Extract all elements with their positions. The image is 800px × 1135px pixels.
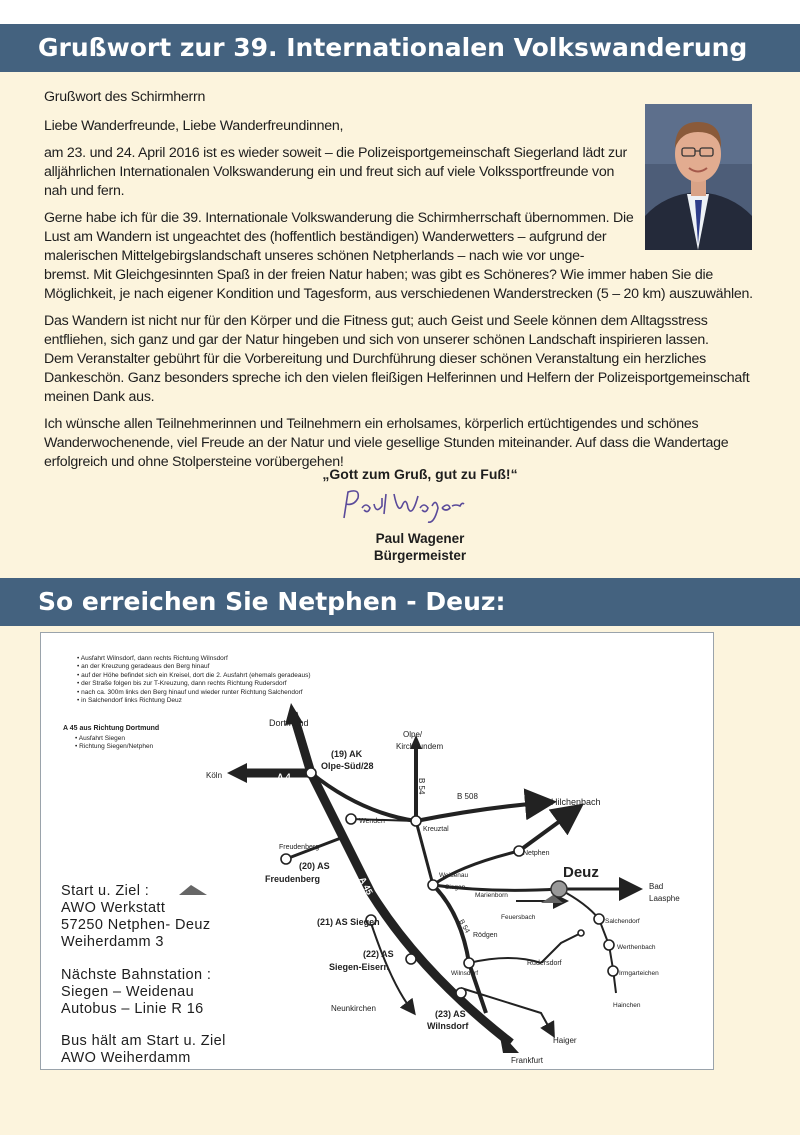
direction-item: • der Straße folgen bis zur T-Kreuzung, dann rechts Richtung Rudersdorf bbox=[77, 680, 311, 688]
map-label: B 54 bbox=[417, 778, 426, 795]
signatory-name: Paul Wagener bbox=[375, 531, 465, 546]
page-title-banner bbox=[0, 24, 800, 72]
letter-paragraph-2b: bremst. Mit Gleichgesinnten Spaß in der freien Natur haben; was gibt es Schöneres? Wie immer haben Sie die Möglichkeit, je nach eigener Kondition und Tagesform, aus verschiedenen Wanderstrecken (5 – 20 km) auszuwählen. bbox=[44, 267, 753, 302]
map-label: Olpe/ bbox=[403, 730, 423, 739]
map-label: Laasphe bbox=[649, 894, 680, 903]
page-title: Grußwort zur 39. Internationalen Volkswanderung bbox=[38, 33, 748, 62]
direction-item: • in Salchendorf links Richtung Deuz bbox=[77, 697, 311, 705]
start-line: AWO Werkstatt bbox=[61, 900, 166, 916]
start-marker-icon bbox=[179, 885, 207, 895]
map-label: Netphen bbox=[523, 850, 550, 857]
map-label: Dortmund bbox=[269, 718, 309, 728]
map-label: Wilnsdorf bbox=[451, 970, 479, 977]
signatory bbox=[300, 530, 540, 564]
map-label: (23) AS bbox=[435, 1009, 466, 1019]
letter-paragraph-2a: Gerne habe ich für die 39. Internationale Volkswanderung die Schirmherrschaft übernommen. Die Lust am Wandern ist ungeachtet des (hoffentlich beständigen) Wanderwetters – aufgrund der malerischen Mittelgebirgslandschaft unseres schönen Netpherlands – nach wie vor unge- bbox=[44, 210, 634, 264]
map-label: Wenden bbox=[359, 818, 385, 825]
map-label: Kreuztal bbox=[423, 826, 449, 833]
letter-paragraph-5: Ich wünsche allen Teilnehmerinnen und Teilnehmern ein erholsames, körperlich ertüchtigendes und schönes Wanderwochenende, viel Freude an der Natur und viele gesellige Stunden miteinander. Auf dass die Wandertage erfolgreich und ohne Stolpersteine vorübergehen! bbox=[44, 416, 729, 470]
letter-paragraph-4: Dem Veranstalter gebührt für die Vorbereitung und Durchführung dieser schönen Veranstaltung ein herzliches Dankeschön. Ganz besonders spreche ich den vielen fleißigen Helferinnen und Helfern der Polizeisportgemeinschaft meinen Dank aus. bbox=[44, 351, 750, 405]
letter-subtitle: Grußwort des Schirmherrn bbox=[44, 89, 206, 105]
map-label: Rödgen bbox=[473, 932, 498, 939]
greeting-letter bbox=[44, 88, 771, 480]
map-label: B 54 bbox=[457, 918, 471, 935]
direction-item: • auf der Höhe befindet sich ein Kreisel, dort die 2. Ausfahrt (ehemals geradeaus) bbox=[77, 672, 311, 680]
map-label: Irmgarteichen bbox=[619, 970, 659, 977]
letter-paragraph-1: am 23. und 24. April 2016 ist es wieder soweit – die Polizeisportgemeinschaft Siegerland lädt zur alljährlichen Internationalen Volkswanderung ein und freut sich auf viele Volkssportfreunde von nah und fern. bbox=[44, 145, 627, 199]
a45-heading: A 45 aus Richtung Dortmund bbox=[63, 725, 160, 732]
direction-item: • Ausfahrt Wilnsdorf, dann rechts Richtung Wilnsdorf bbox=[77, 655, 311, 663]
map-label: Deuz bbox=[563, 864, 599, 881]
direction-item: • nach ca. 300m links den Berg hinauf und wieder runter Richtung Salchendorf bbox=[77, 689, 311, 697]
map-label: Rudersdorf bbox=[527, 960, 562, 967]
a45-item: • Richtung Siegen/Netphen bbox=[75, 743, 153, 751]
map-label: Köln bbox=[206, 771, 223, 780]
map-label: Freudenberg bbox=[279, 844, 320, 851]
signatory-role: Bürgermeister bbox=[373, 548, 467, 563]
route-map bbox=[40, 632, 714, 1070]
map-label: Werthenbach bbox=[617, 944, 656, 951]
signature-graphic bbox=[338, 484, 468, 526]
a45-item: • Ausfahrt Siegen bbox=[75, 735, 153, 743]
deuz-node bbox=[551, 881, 567, 897]
map-label: Weidenau bbox=[439, 872, 469, 879]
map-label: Haiger bbox=[553, 1036, 577, 1045]
map-label: Freudenberg bbox=[265, 874, 321, 884]
signature bbox=[338, 484, 468, 531]
station-line: Autobus – Linie R 16 bbox=[61, 1001, 204, 1017]
road-map-graphic bbox=[41, 633, 713, 1069]
start-line: 57250 Netphen- Deuz bbox=[61, 917, 211, 933]
map-label: Salchendorf bbox=[605, 918, 640, 925]
map-label: (19) AK bbox=[331, 749, 363, 759]
map-label: Kirchhundem bbox=[396, 742, 444, 751]
direction-item: • an der Kreuzung geradeaus den Berg hinauf bbox=[77, 663, 311, 671]
map-label: Olpe-Süd/28 bbox=[321, 761, 374, 771]
map-label: (22) AS bbox=[363, 949, 394, 959]
start-line: Start u. Ziel : bbox=[61, 883, 150, 899]
start-line: Weiherdamm 3 bbox=[61, 934, 164, 950]
map-label: Neunkirchen bbox=[331, 1004, 376, 1013]
map-label: Feuersbach bbox=[501, 914, 536, 921]
map-label: Frankfurt bbox=[511, 1056, 544, 1065]
map-label: A 4 bbox=[277, 772, 291, 782]
map-label: Hainchen bbox=[613, 1002, 641, 1009]
top-strip bbox=[0, 0, 800, 24]
station-line: Nächste Bahnstation : bbox=[61, 967, 212, 983]
map-label: B 508 bbox=[457, 792, 478, 801]
map-label: (20) AS bbox=[299, 861, 330, 871]
map-label: Siegen-Eisern bbox=[329, 962, 390, 972]
directions-banner bbox=[0, 578, 800, 626]
map-label: Siegen bbox=[445, 884, 466, 891]
map-label: (21) AS Siegen bbox=[317, 917, 380, 927]
map-label: Marienborn bbox=[475, 892, 508, 899]
bus-line: AWO Weiherdamm bbox=[61, 1050, 191, 1066]
directions-title: So erreichen Sie Netphen - Deuz: bbox=[38, 587, 506, 616]
closing-motto: „Gott zum Gruß, gut zu Fuß!“ bbox=[322, 466, 518, 482]
map-label: Bad bbox=[649, 882, 664, 891]
map-label: Hilchenbach bbox=[551, 797, 601, 807]
bus-line: Bus hält am Start u. Ziel bbox=[61, 1033, 226, 1049]
letter-salutation: Liebe Wanderfreunde, Liebe Wanderfreundinnen, bbox=[44, 118, 344, 134]
map-label: A 45 bbox=[357, 875, 375, 897]
map-label: Wilnsdorf bbox=[427, 1021, 469, 1031]
station-line: Siegen – Weidenau bbox=[61, 984, 195, 1000]
letter-paragraph-3: Das Wandern ist nicht nur für den Körper und die Fitness gut; auch Geist und Seele können dem Alltagsstress entfliehen, sich ganz und gar der Natur hingeben und sich von unserer schönen Landschaft inspirieren lassen. bbox=[44, 313, 709, 348]
